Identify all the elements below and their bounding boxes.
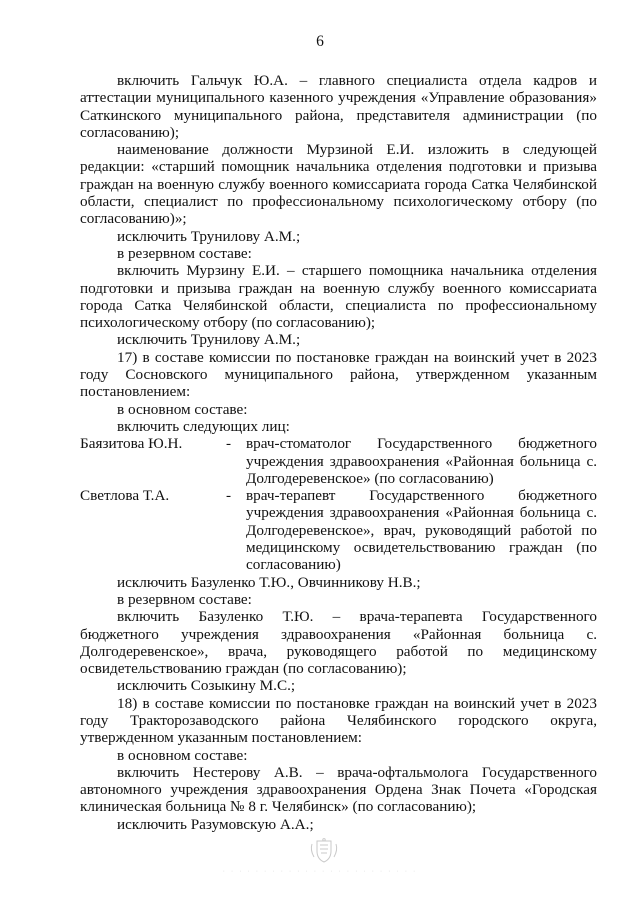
paragraph-exclude-razumovskaya: исключить Разумовскую А.А.; bbox=[117, 815, 314, 833]
person-dash: - bbox=[226, 435, 232, 453]
page-number: 6 bbox=[316, 33, 324, 50]
person-entry bbox=[80, 487, 597, 573]
paragraph-main-composition: в основном составе: bbox=[117, 746, 248, 764]
paragraph-include-galchuk: включить Гальчук Ю.А. – главного специалиста отдела кадров и аттестации муниципального казенного учреждения «Управление образования» Саткинского муниципального района, представителя администрации (по согласованию); bbox=[80, 72, 597, 141]
paragraph-include-nesterova: включить Нестерову А.В. – врача-офтальмолога Государственного автономного учреждения здравоохранения Ордена Знак Почета «Городская клиническая больница № 8 г. Челябинск» (по согласованию); bbox=[80, 763, 597, 816]
paragraph-item-17: 17) в составе комиссии по постановке граждан на воинский учет в 2023 году Сосновского муниципального района, утвержденном указанным постановлением: bbox=[80, 348, 597, 401]
paragraph-exclude-trunilova-reserve: исключить Трунилову А.М.; bbox=[117, 331, 301, 349]
paragraph-exclude-bazulenko-ovchinnikova: исключить Базуленко Т.Ю., Овчинникову Н.В.; bbox=[117, 573, 421, 591]
paragraph-exclude-trunilova-main: исключить Трунилову А.М.; bbox=[117, 227, 301, 245]
person-entry bbox=[80, 435, 597, 487]
paragraph-rename-position-murzina: наименование должности Мурзиной Е.И. изложить в следующей редакции: «старший помощник начальника отделения подготовки и призыва граждан на военную службу военного комиссариата города Сатка Челябинской области, специалист по профессиональному психологическому отбору (по согласованию)»; bbox=[80, 141, 597, 228]
person-name: Светлова Т.А. bbox=[80, 487, 170, 505]
paragraph-include-bazulenko: включить Базуленко Т.Ю. – врача-терапевта Государственного бюджетного учреждения здравоохранения «Районная больница с. Долгодеревенское», врача, руководящего работой по медицинскому освидетельствованию граждан (по согласованию); bbox=[80, 608, 597, 678]
paragraph-include-following: включить следующих лиц: bbox=[117, 417, 290, 435]
faint-watermark: · · · · · · · · · · · · · · · · · · · · · · · · bbox=[222, 868, 418, 875]
paragraph-include-murzina: включить Мурзину Е.И. – старшего помощника начальника отделения подготовки и призыва граждан на военную службу военного комиссариата города Сатка Челябинской области, специалиста по профессиональному психологическому отбору (по согласованию); bbox=[80, 262, 597, 332]
paragraph-reserve-heading: в резервном составе: bbox=[117, 244, 252, 262]
coat-of-arms-icon bbox=[308, 838, 340, 864]
person-dash: - bbox=[226, 487, 232, 505]
document-body bbox=[80, 72, 597, 833]
person-description: врач-терапевт Государственного бюджетного учреждения здравоохранения «Районная больница с. Долгодеревенское», врач, руководящий работой по медицинскому освидетельствованию граждан (по согласованию) bbox=[246, 487, 597, 574]
paragraph-main-composition: в основном составе: bbox=[117, 400, 248, 418]
paragraph-exclude-sozykina: исключить Созыкину М.С.; bbox=[117, 677, 296, 695]
paragraph-reserve-heading: в резервном составе: bbox=[117, 590, 252, 608]
person-name: Баязитова Ю.Н. bbox=[80, 435, 183, 453]
person-description: врач-стоматолог Государственного бюджетного учреждения здравоохранения «Районная больница с. Долгодеревенское» (по согласованию) bbox=[246, 435, 597, 487]
paragraph-item-18: 18) в составе комиссии по постановке граждан на воинский учет в 2023 году Тракторозаводского района Челябинского городского округа, утвержденном указанным постановлением: bbox=[80, 694, 597, 747]
